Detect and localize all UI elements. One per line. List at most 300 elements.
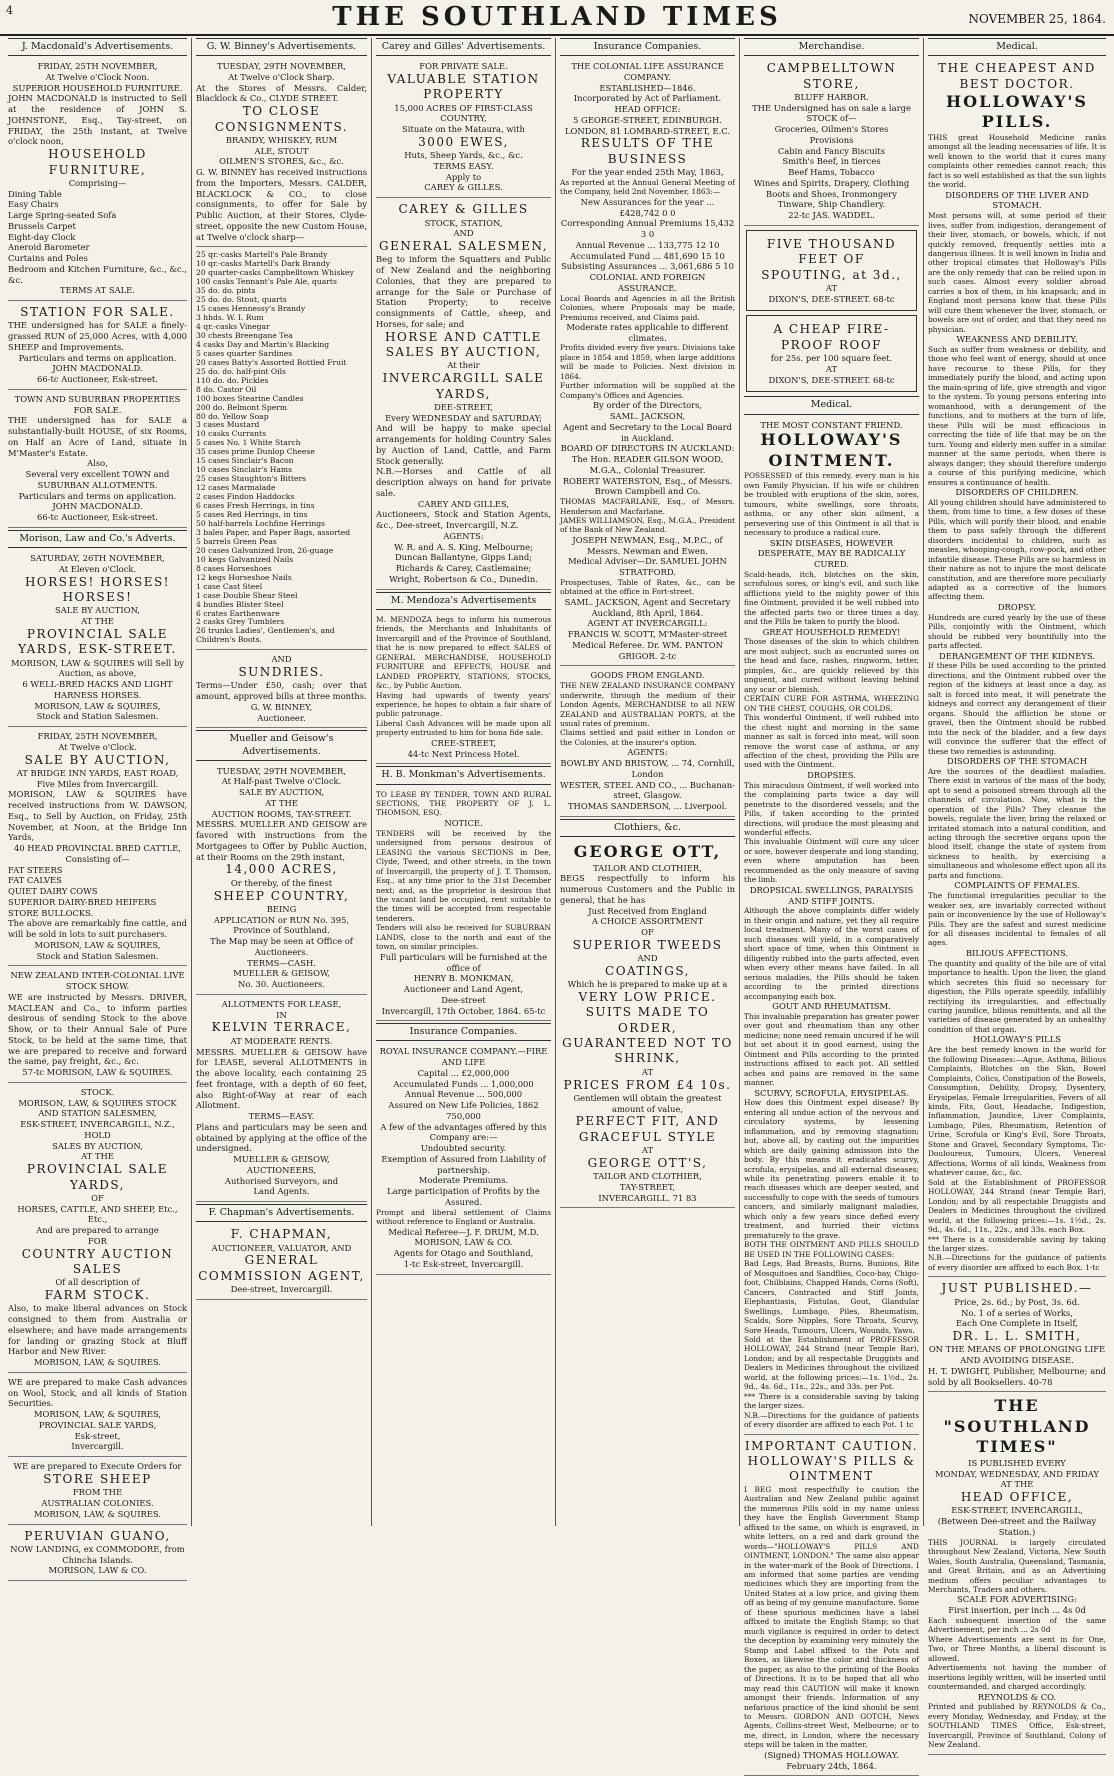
ad-line: OF (641, 927, 654, 937)
list-item: 6 crates Earthenware (196, 608, 280, 618)
ad-line: 6 WELL-BRED HACKS AND LIGHT HARNESS HORSES. (22, 679, 173, 700)
list-item: 35 do. do. pints (196, 286, 256, 296)
ad-line: STOCK. (80, 1086, 115, 1097)
ad-line: Stock and Station Salesmen. (36, 950, 159, 961)
column-1 (4, 38, 192, 1576)
ad-line: Dee-street (441, 994, 486, 1005)
section-header: M. Mendoza's Advertisements (376, 592, 551, 610)
ad-line: Auctioneers, Stock and Station Agents, &c., Dee-street, Invercargill, N.Z. (376, 509, 551, 531)
advertisement (196, 59, 367, 247)
ad-line: AT THE (81, 616, 114, 627)
ad-line: MORISON, LAW, & SQUIRES. (33, 1357, 162, 1368)
ad-line: NOW LANDING, ex COMMODORE, from Chincha Islands. (10, 1543, 185, 1565)
ad-line: Of all description of (55, 1277, 140, 1288)
ad-line: WE are prepared to make Cash advances on Wool, Stock, and all kinds of Station Securities. (8, 1376, 187, 1409)
ad-line: Incorporated by Act of Parliament. (573, 93, 722, 104)
section-header: Morison, Law and Co.'s Adverts. (8, 530, 187, 548)
ad-line: ON THE MEANS OF PROLONGING LIFE AND AVOIDING DISEASE. (928, 1344, 1106, 1366)
ad-line: Particulars and terms on application. (18, 352, 177, 363)
ad-line: G. W. BINNEY, (250, 701, 313, 712)
ad-line: Accumulated Funds ... 1,000,000 (393, 1078, 534, 1089)
ad-line: VALUABLE STATION PROPERTY (387, 71, 540, 102)
section-header: Insurance Companies. (376, 1023, 551, 1041)
ad-line: This wonderful Ointment, if well rubbed into the chest night and morning in the same manner as salt is forced into meat, will soon remove the worst case of asthma, or any affection of the chest, providing the Pills are used with the Ointment. (744, 713, 919, 770)
ad-line: THIS great Household Medicine ranks amongst all the leading necessaries of life. It is well known to the world that it cures many complaints other remedies cannot reach; this fact is so well established as that the sun lights the world. (928, 132, 1106, 190)
list-item: 110 do. do. Pickles (196, 375, 269, 385)
advertisement (8, 1375, 187, 1457)
ad-line: Full particulars will be furnished at the office of (379, 951, 548, 973)
ad-line: TERMS—EASY. (248, 1111, 315, 1122)
ad-line: Auckland, 8th April, 1864. (591, 607, 704, 618)
ad-line: 22-tc JAS. WADDEL. (788, 210, 875, 221)
ad-line: The Hon. READER GILSON WOOD, M.G.A., Colonial Treasurer. (571, 454, 724, 475)
ad-line: AND (453, 228, 474, 239)
ad-line: SUPERIOR DAIRY-BRED HEIFERS (8, 896, 157, 907)
ad-line: IMPORTANT CAUTION. (744, 1438, 919, 1453)
ad-line: PRICES FROM £4 10s. (563, 1077, 732, 1092)
ad-line: Beef Hams, Tobacco (788, 167, 875, 178)
ad-line: CERTAIN CURE FOR ASTHMA, WHEEZING ON THE CHEST, COUGHS, OR COLDS. (744, 694, 919, 713)
ad-line: HORSE AND CATTLE SALES BY AUCTION, (385, 329, 542, 360)
ad-line: MORISON, LAW & SQUIRES, (34, 939, 161, 950)
list-item: 200 do. Belmont Sperm (196, 402, 288, 412)
ad-line: Moderate Premiums. (418, 1175, 509, 1186)
ad-line: Annual Revenue ... 133,775 12 10 (575, 239, 720, 250)
advertisement (8, 551, 187, 727)
ad-line: THE "SOUTHLAND TIMES" (943, 1396, 1091, 1457)
ad-line: AND (271, 654, 292, 665)
ad-line: BOTH THE OINTMENT AND PILLS SHOULD BE USED IN THE FOLLOWING CASES: (744, 1240, 919, 1259)
ad-line: GENERAL SALESMEN, (378, 239, 549, 254)
ad-line: DISORDERS OF THE STOMACH (947, 755, 1087, 766)
issue-date: NOVEMBER 25, 1864. (968, 12, 1106, 26)
ad-line: Agent and Secretary to the Local Board in Auckland. (563, 421, 732, 443)
ad-line: WE are instructed by Messrs. DRIVER, MACLEAN and Co., to inform parties desirous of sending Stock to the above Show, or to their Annual Sale of Pure Stock, to be held at the same time, that we are prepared to receive and forward the same, pay freight, &c., &c. (8, 991, 187, 1067)
ad-line: TENDERS will be received by the undersigned from persons desirous of LEASING the various SECTIONS in Dee, Clyde, Tweed, and other streets, in the town of Invercargill, the property of J. T. Thomson, Esq., at any time prior to the 31st December next; and, as the proprietor is desirous that the vacant land be occupied, rent suitable to the times will be accepted from respectable tenderers. (376, 828, 551, 923)
ad-line: AT BRIDGE INN YARDS, EAST ROAD, (16, 767, 179, 778)
ad-line: FARM STOCK. (44, 1288, 151, 1303)
ad-line: Just Received from England (588, 905, 707, 916)
ad-line: TERMS—CASH. (247, 957, 316, 968)
ad-line: At Twelve o'Clock Noon. (45, 71, 150, 82)
ad-line: BLUFF HARBOR. (794, 91, 869, 102)
ad-line: Having had upwards of twenty years' experience, he hopes to obtain a fair share of public patronage. (376, 690, 551, 719)
ad-line: DIXON'S, DEE-STREET. 68-tc (768, 293, 895, 304)
ad-line: Wines and Spirits, Drapery, Clothing (753, 177, 910, 188)
ad-line: FOR (88, 1235, 107, 1246)
ad-line: AT MODERATE RENTS. (230, 1035, 333, 1046)
masthead (0, 0, 1114, 36)
ad-line: Are the sources of the deadliest maladies. There exist in various of the mass of the body, apt to send a poisoned stream through all the channels of circulation. Now, what is the operation of the Pills? They cleanse the bowels, regulate the liver, bring the relaxed or irritated stomach into a natural condition, and acting through the secretive organs upon the blood itself, change the state of system from sickness to health, by exercising a simultaneous and wholesome effect upon all its parts and functions. (928, 766, 1106, 880)
ad-line: THIS JOURNAL is largely circulated throughout New Zealand, Victoria, New South Wales, South Australia, Queensland, Tasmania, and Great Britain, and as an Advertising medium offers peculiar advantages to Merchants, Traders and others. (928, 1537, 1106, 1594)
ad-line: DROPSIES. (807, 769, 856, 780)
list-item: 20 quarter-casks Campbelltown Whiskey (196, 268, 354, 278)
section-header: Insurance Companies. (560, 38, 735, 56)
ad-line: CREE-STREET, (431, 737, 496, 748)
advertisement (560, 59, 735, 666)
ad-line: BOWLBY AND BRISTOW, ... 74, Cornhill, London (560, 758, 735, 779)
ad-line: Medical Referee—J. F. DRUM, M.D. (388, 1226, 539, 1237)
ad-line: JOHN MACDONALD. (52, 363, 143, 374)
advertisement (8, 303, 187, 390)
ad-line: REYNOLDS & CO. (977, 1691, 1057, 1702)
ad-line: CAREY & GILLES (398, 202, 529, 217)
ad-line: MORISON, LAW & CO. (414, 1237, 513, 1248)
ad-line: Exemption of Assured from Liability of partnership. (381, 1153, 546, 1175)
list-item: 10 qr.-casks Martell's Dark Brandy (196, 259, 331, 269)
ad-line: SPOUTING, at 3d., (761, 267, 902, 282)
list-item: 20 cases Galvanized Iron, 26-guage (196, 545, 334, 555)
ad-line: Province of Southland. (233, 925, 330, 936)
ad-line: Hundreds are cured yearly by the use of these Pills, conjointly with the Ointment, which should be rubbed very bountifully into the parts affected. (928, 612, 1106, 651)
list-item: 12 kegs Horseshoe Nails (196, 572, 292, 582)
ad-line: Plans and particulars may be seen and obtained by applying at the office of the undersigned. (196, 1121, 367, 1154)
ad-line: SAML. JACKSON, (609, 411, 686, 422)
ad-line: M. MENDOZA begs to inform his numerous friends, the Merchants and Inhabitants of Invercargill and of the Province of Southland, that he is now prepared to effect SALES of GENERAL MERCHANDISE, HOUSEHOLD FURNITURE and EFFECTS, HOUSE and LANDED PROPERTY, STATIONS, STOCKS, &c., by Public Auction. (376, 614, 551, 691)
ad-line: COLONIAL AND FOREIGN ASSURANCE. (589, 272, 706, 293)
ad-line: Annual Revenue ... 500,000 (404, 1089, 523, 1100)
section-header: J. Macdonald's Advertisements. (8, 38, 187, 56)
ad-line: GREAT HOUSEHOLD REMEDY! (762, 626, 901, 637)
ad-line: DR. L. L. SMITH, (952, 1329, 1082, 1344)
ad-line: TAY-STREET, (619, 1181, 676, 1192)
ad-line: TAILOR AND CLOTHIER, (593, 1171, 702, 1182)
ad-line: AGENTS: (627, 747, 668, 758)
ad-line: LONDON, 81 LOMBARD-STREET, E.C. (564, 125, 731, 136)
advertisement (376, 788, 551, 1022)
ad-line: CAMPBELLTOWN STORE, (766, 61, 897, 91)
ad-line: Boots and Shoes, Ironmongery (766, 188, 897, 199)
ad-line: Provisions (809, 134, 854, 145)
ad-line: AT THE (1000, 1479, 1034, 1490)
ad-line: FIVE THOUSAND FEET OF (766, 236, 897, 267)
ad-line: FRIDAY, 25TH NOVEMBER, (37, 61, 158, 72)
list-item: 12 cases Marmalade (196, 483, 276, 493)
ad-line: Dee-street, Invercargill. (230, 1284, 333, 1295)
section-header: G. W. Binney's Advertisements. (196, 38, 367, 56)
ad-line: Or thereby, of the finest (230, 877, 333, 888)
ad-line: STATION FOR SALE. (20, 305, 175, 320)
ad-line: Duncan Ballantyne, Gipps Land; (394, 552, 533, 563)
list-item: 26 trunks Ladies', Gentlemen's, and Children's Boots. (196, 626, 335, 645)
list-item: 2 casks Grey Tumblers (196, 617, 285, 627)
ad-line: MESSRS. MUELLER AND GEISOW are favored with instructions from the Mortgagees to Offer by Public Auction, at their Rooms on the 29th instant, (196, 819, 367, 862)
ad-line: At Twelve o'Clock Sharp. (228, 71, 335, 82)
ad-line: SUNDRIES. (238, 665, 325, 680)
ad-line: Groceries, Oilmen's Stores (774, 124, 889, 135)
ad-line: HOLLOWAY'S PILLS & OINTMENT (747, 1454, 916, 1484)
list-item: 25 qr.-casks Martell's Pale Brandy (196, 250, 328, 260)
ad-line: DISORDERS OF THE LIVER AND STOMACH. (945, 189, 1089, 211)
ad-line: ESTABLISHED—1846. (599, 82, 696, 93)
ad-line: ESK-STREET, INVERCARGILL, N.Z., (20, 1119, 175, 1130)
ad-line: VERY LOW PRICE. (578, 989, 717, 1004)
ad-line: Curtains and Poles (8, 253, 88, 264)
ad-line: By order of the Directors, (592, 400, 703, 411)
ad-line: Most persons will, at some period of their lives, suffer from indigestion, derangement of their liver, stomach, or bowels, which, if not quickly removed, frequently settles into a dangerous illness. It is well known in India and other tropical climates that Holloway's Pills are the only remedy that can be relied upon in such cases. Almost every soldier abroad carries a box of them, in his knapsack; and in England most persons know that these Pills will cure them whenever the liver, stomach, or bowels are out of order, and that they need no physician. (928, 211, 1106, 334)
column-5 (740, 38, 924, 1771)
ad-line: PERUVIAN GUANO, (24, 1528, 171, 1543)
ad-line: COMPLAINTS OF FEMALES. (954, 880, 1080, 891)
ad-line: DROPSICAL SWELLINGS, PARALYSIS AND STIFF JOINTS. (749, 884, 914, 906)
ad-line: WEAKNESS AND DEBILITY. (956, 334, 1078, 345)
ad-line: DIXON'S, DEE-STREET. 68-tc (768, 374, 895, 385)
ad-line: SUPERIOR HOUSEHOLD FURNITURE. (12, 82, 183, 93)
list-item: 3 cases Mustard (196, 420, 260, 430)
ad-line: Medical Referee. Dr. WM. PANTON GRIGOR. 2-tc (572, 639, 723, 661)
list-item: 5 cases Red Herrings, in tins (196, 510, 308, 520)
ad-line: AT (825, 282, 838, 293)
ad-line: MESSRS. MUELLER & GEISOW have for LEASE, several ALLOTMENTS in the above locality, each containing 25 feet frontage, with a depth of 60 feet, also Right-of-Way at rear of each Allotment. (196, 1046, 367, 1111)
ad-line: Profits divided every five years. Divisions take place in 1854 and 1859, when large additions will be made to Policies. Next division in 1864. (560, 343, 735, 381)
advertisement (560, 668, 735, 817)
ad-line: Sold at the Establishment of PROFESSOR HOLLOWAY, 244 Strand (near Temple Bar), London; and by all respectable Druggists and Dealers in Medicines throughout the civilized world, at the following prices:—1s. 1½d., 2s. 9d., 4s. 6d., 11s., 22s., and 33s. each Box. (928, 1177, 1106, 1235)
ad-line: *** There is a considerable saving by taking the larger sizes. (744, 1391, 919, 1411)
list-item: 8 cases Horseshoes (196, 563, 272, 573)
ad-line: DROPSY. (997, 601, 1037, 612)
ad-line: N.B.—Directions for the guidance of patients of every disorder are affixed to each Box. 1-tc (928, 1253, 1106, 1272)
ad-line: SATURDAY, 26TH NOVEMBER, (30, 553, 165, 564)
list-item: 80 do. Yellow Soap (196, 411, 269, 421)
ad-line: COUNTRY AUCTION SALES (21, 1246, 174, 1277)
ad-line: MORISON, LAW & SQUIRES, (34, 700, 161, 711)
ad-line: COATINGS, (605, 963, 690, 978)
ad-line: HEAD OFFICE, (960, 1490, 1074, 1505)
ad-line: THE Undersigned has on sale a large STOCK of— (752, 102, 911, 124)
section-header: Carey and Gilles' Advertisements. (376, 38, 551, 56)
ad-line: At Eleven o'Clock. (58, 563, 137, 574)
ad-line: NEW ZEALAND INTER-COLONIAL LIVE STOCK SHOW. (10, 970, 185, 992)
ad-line: GEORGE OTT'S, (587, 1155, 708, 1170)
ad-line: 5 GEORGE-STREET, EDINBURGH. (573, 114, 722, 125)
ad-line: HORSES, CATTLE, AND SHEEP, Etc., Etc., (17, 1203, 178, 1225)
ad-line: (Between Dee-street and the Railway Station.) (937, 1516, 1097, 1537)
advertisement (196, 764, 367, 995)
ad-line: THOMAS MACFARLANE, Esq., of Messrs. Henderson and Macfarlane. (560, 497, 735, 516)
ad-line: IN (276, 1009, 287, 1020)
ad-line: N.B.—Horses and Cattle of all description always on hand for private sale. (376, 466, 551, 498)
ad-line: Prompt and liberal settlement of Claims without reference to England or Australia. (376, 1207, 551, 1227)
ad-line: Gentlemen will obtain the greatest amount of value, (573, 1092, 722, 1114)
ad-line: ROYAL INSURANCE COMPANY.—FIRE AND LIFE (379, 1046, 548, 1068)
ad-line: Auctioneer. (257, 712, 306, 723)
ad-line: The Map may be seen at Office of Auctioneers. (210, 936, 353, 957)
ad-line: AT THE (81, 1151, 114, 1162)
ad-line: KELVIN TERRACE, (211, 1020, 352, 1035)
ad-line: AUCTION ROOMS, TAY-STREET. (211, 808, 352, 819)
advertisement (196, 1225, 367, 1300)
ad-line: Bad Legs, Bad Breasts, Burns, Bunions, Bite of Mosquitoes and Sandflies, Coco-bay, Chigo-foot, Chilblains, Chapped Hands, Corns (Soft), Cancers, Contracted and Stiff Joints, Elephantiasis, Fistulas, Gout, Glandular Swellings, Lumbago, Piles, Rheumatism, Scalds, Sore Nipples, Sore Throats, Scurvy, Sore Heads, Tumours, Ulcers, Wounds, Yaws. (744, 1259, 919, 1335)
ad-line: Subsisting Assurances ... 3,061,686 5 10 (561, 261, 734, 272)
list-item: 5 cases No. 1 White Starch (196, 438, 301, 448)
advertisement (928, 1394, 1106, 1754)
ad-line: RESULTS OF THE BUSINESS (580, 136, 715, 166)
ad-line: AGENTS: (443, 530, 484, 541)
ad-line: STORE BULLOCKS. (8, 907, 94, 918)
ad-line: Sold at the Establishment of PROFESSOR HOLLOWAY, 244 Strand (near Temple Bar), London; and by all respectable Druggists and Dealers in Medicines throughout the civilized world, at the following prices:—1s. 1½d., 2s. 9d., 4s. 6d., 11s., 22s., and 33s. per Pot. (744, 1334, 919, 1392)
ad-line: Where Advertisements are sent in for One, Two, or Three Months, a liberal discount is allowed. (928, 1634, 1106, 1663)
ad-line: MUELLER & GEISOW, (233, 1154, 330, 1165)
ad-line: Claims settled and paid either in London or the Colonies, at the insurer's option. (560, 728, 735, 747)
ad-line: Authorised Surveyors, and (224, 1175, 339, 1186)
ad-line: Comprising— (68, 177, 127, 188)
ad-line: MORISON, LAW, & SQUIRES. (33, 1508, 162, 1519)
advertisement (8, 1085, 187, 1373)
advertisement (376, 1044, 551, 1274)
ad-line: FAT CALVES (8, 875, 62, 886)
ad-line: This invaluable Ointment will cure any ulcer or sore, however desperate and long standing, even where amputation has been recommended as the only measure of saving the limb. (744, 837, 919, 885)
ad-line: This miraculous Ointment, if well worked into the complaining parts twice a day will penetrate to the disordered vessels; and the Pills, if taken according to the printed directions, will produce the most pleasing and wonderful effects. (744, 780, 919, 838)
section-header: Medical. (744, 396, 919, 414)
ad-line: Moderate rates applicable to different climates. (566, 321, 729, 343)
ad-line: THE NEW ZEALAND INSURANCE COMPANY underwrite, through the medium of their London Agents, MERCHANDISE to all NEW ZEALAND and AUSTRALIAN PORTS, at the usual rates of premium. (560, 681, 735, 728)
list-item: 25 do. do. Stout, quarts (196, 295, 287, 305)
ad-line: Five Miles from Invercargill. (36, 778, 159, 789)
ad-line: BRANDY, WHISKEY, RUM (225, 134, 338, 145)
ad-line: Prospectuses, Table of Rates, &c., can be obtained at the office in Fort-street. (560, 577, 735, 597)
ad-line: Cabin and Fancy Biscuits (777, 145, 886, 156)
ad-line: Medical Adviser—Dr. SAMUEL JOHN STRATFORD. (568, 556, 727, 578)
ad-line: Stock and Station Salesmen. (36, 711, 159, 722)
advertisement (8, 59, 187, 301)
ad-line: First insertion, per inch ... 4s 0d (948, 1605, 1086, 1616)
ad-line: NOTICE. (444, 817, 483, 828)
ad-line: Price, 2s. 6d.; by Post, 3s. 6d. (954, 1296, 1080, 1307)
advertisement (376, 59, 551, 198)
ad-line: MORISON, LAW, & SQUIRES STOCK AND STATION SALESMEN, (18, 1097, 177, 1119)
advertisement (928, 59, 1106, 1277)
ad-line: 66-tc Auctioneer, Esk-street. (37, 512, 158, 523)
list-item: 15 cases Hennessy's Brandy (196, 304, 306, 314)
ad-line: STORE SHEEP (43, 1471, 152, 1486)
section-header: Medical. (928, 38, 1106, 56)
ad-line: Also, to make liberal advances on Stock consigned to them from Australia or elsewhere; and have made arrangements for landing or grazing Stock at Bluff Harbor and New River. (8, 1303, 187, 1357)
item-list (196, 249, 367, 650)
list-item: 100 boxes Stearine Candles (196, 393, 304, 403)
ad-line: SALE BY AUCTION, (24, 752, 171, 767)
ad-line: AUCTIONEERS, (246, 1164, 317, 1175)
ad-line: H. T. DWIGHT, Publisher, Melbourne; and sold by all Booksellers. 40-78 (928, 1365, 1106, 1387)
column-6 (924, 38, 1110, 1750)
ad-line: DERANGEMENT OF THE KIDNEYS. (939, 650, 1095, 661)
ad-line: FRANCIS W. SCOTT, M'Master-street (567, 629, 728, 640)
ad-line: FRIDAY, 25TH NOVEMBER, (37, 731, 158, 742)
ad-line: MORISON, LAW & CO. (48, 1565, 147, 1576)
list-item: 25 cases Staughton's Bitters (196, 474, 307, 484)
ad-line: ESK-STREET, INVERCARGILL, (951, 1505, 1083, 1516)
ad-line: Further information will be supplied at the Company's Offices and Agencies. (560, 381, 735, 400)
ad-line: A few of the advantages offered by this Company are:— (380, 1121, 547, 1143)
ad-line: DISORDERS OF CHILDREN. (955, 487, 1079, 497)
advertisement (8, 729, 187, 966)
ad-line: Printed and published by REYNOLDS & Co., every Monday, Wednesday, and Friday, at the SOUTHLAND TIMES Office, Esk-street, Invercargill, Province of Southland, Colony of New Zealand. (928, 1702, 1106, 1750)
ad-line: TUESDAY, 29TH NOVEMBER, (217, 765, 346, 776)
ad-line: PERFECT FIT, AND GRACEFUL STYLE (575, 1114, 720, 1144)
list-item: 8 do. Castor Oil (196, 384, 257, 394)
ad-line: TERMS AT SALE. (60, 285, 135, 296)
list-item: 1 case Cast Steel (196, 581, 263, 591)
ad-line: OILMEN'S STORES, &c., &c. (219, 156, 344, 167)
ad-line: At Half-past Twelve o'Clock. (221, 776, 342, 787)
advertisement (376, 613, 551, 765)
list-item: 4 casks Day and Martin's Blacking (196, 339, 330, 349)
list-item: 25 do. do. half-pint Oils (196, 366, 286, 376)
ad-line: FROM THE (72, 1487, 123, 1498)
ad-line: Esk-street, (74, 1430, 121, 1441)
ad-line: 1-tc Esk-street, Invercargill. (403, 1258, 524, 1269)
section-header: Mueller and Geisow's Advertisements. (196, 730, 367, 760)
ad-line: QUIET DAIRY COWS (8, 886, 98, 897)
ad-line: HOUSEHOLD FURNITURE, (48, 147, 147, 177)
ad-line: TO LEASE BY TENDER, TOWN AND RURAL SECTIONS, THE PROPERTY OF J. L. THOMSON, ESQ. (376, 789, 551, 818)
section-header: Clothiers, &c. (560, 819, 735, 837)
ad-line: N.B.—Directions for the guidance of patients of every disorder are affixed to each Pot. 1 tc (744, 1410, 919, 1430)
ad-line: And are prepared to arrange (36, 1225, 159, 1236)
ad-line: THE undersigned has for SALE a finely-grassed RUN of 25,000 Acres, with 4,000 SHEEP and Improvements. (8, 320, 187, 352)
ad-line: THE CHEAPEST AND BEST DOCTOR. (938, 61, 1096, 91)
ad-line: Each subsequent insertion of the same Advertisement, per inch ... 2s 0d (928, 1615, 1106, 1635)
ad-line: Which he is prepared to make up at a (567, 979, 728, 990)
ad-line: Eight-day Clock (8, 231, 76, 242)
ad-line: I BEG most respectfully to caution the Australian and New Zealand public against the numerous Pills sold in my name unless they have the English Government Stamp affixed to the same, on which is engraved, in white letters, on a red and dark ground the words—"HOLLOWAY'S PILLS AND OINTMENT, LONDON." The same also appear in the water-mark of the Book of Directions. I am informed that some parties are vending medicines which they are importing from the United States at a low price, and giving them off as being of my genuine manufacture. Some of these spurious medicines have a label affixed to imitate the English Stamp; so that much vigilance is required in order to detect the deception by examining very minutely the Stamp and Label affixed to the Pots and Boxes, as likewise the color and thickness of the paper, as also to the printing of the Books of Directions. It is to be hoped that all who may read this CAUTION will make it known amongst their friends. Information of any nefarious practice of the kind should be sent to Messrs. GORDON AND GOTCH, News Agents, Collins-street West, Melbourne; or to me, direct, in London, where the necessary steps will be taken in the matter. (744, 1484, 919, 1750)
ad-line: MONDAY, WEDNESDAY, AND FRIDAY (935, 1468, 1099, 1479)
ad-line: THE MOST CONSTANT FRIEND. (760, 419, 903, 430)
ad-line: Local Boards and Agencies in all the British Colonies, where Proposals may be made, Premiums received, and Claims paid. (560, 293, 735, 322)
ad-line: HOLLOWAY'S PILLS (972, 1034, 1062, 1045)
ad-line: And will be happy to make special arrangements for holding Country Sales by Auction of Land, Cattle, and Farm Stock generally. (376, 423, 551, 466)
ad-line: SUPERIOR TWEEDS (572, 937, 723, 952)
ad-line: If these Pills be used according to the printed directions, and the Ointment rubbed over the region of the kidneys at least once a day, as salt is forced into meat, it will penetrate the kidneys and correct any derangement of their organs. Should the affliction be stone or gravel, then the Ointment should be rubbed into the neck of the bladder, and a few days will convince the sufferer that the effect of these two remedies is astounding. (928, 661, 1106, 756)
ad-line: Those diseases of the skin to which children are most subject, such as encrusted sores on the head and face, rashes, ringworm, tetter, pimples, &c., are quickly relieved by this unguent, and cured without leaving behind any scar or blemish. (744, 637, 919, 694)
advertisement (744, 59, 919, 226)
ad-line: GOUT AND RHEUMATISM. (772, 1001, 891, 1012)
ad-line: Smith's Beef, in tierces (782, 156, 881, 167)
ad-line: A CHEAP FIRE-PROOF ROOF (773, 322, 890, 352)
ad-line: Auctioneer and Land Agent, (403, 984, 524, 995)
ad-line: W. R. and A. S. King, Melbourne; (394, 541, 533, 552)
ad-line: Scald-heads, itch, blotches on the skin, scrofulous sores, or king's evil, and such like afflictions yield to the mighty power of this fine Ointment, provided it be well rubbed into the affected parts two or three times a day, and the Pills be taken to purify the blood. (744, 569, 919, 627)
ad-line: New Assurances for the year ... £428,742 0 0 (580, 196, 715, 218)
advertisement (744, 418, 919, 1435)
ad-line: JOHN MACDONALD. (52, 501, 143, 512)
ad-line: Corresponding Annual Premiums 15,432 3 0 (560, 218, 735, 240)
list-item: 4 bundles Blister Steel (196, 599, 284, 609)
ad-line: Every WEDNESDAY and SATURDAY; (385, 412, 542, 423)
ad-line: Liberal Cash Advances will be made upon all property entrusted to him for bona fide sale. (376, 718, 551, 738)
advertisement (196, 652, 367, 728)
ad-line: TOWN AND SUBURBAN PROPERTIES FOR SALE. (14, 393, 181, 415)
ad-line: ROBERT WATERSTON, Esq., of Messrs. Brown Campbell and Co. (562, 475, 733, 497)
section-header: F. Chapman's Advertisements. (196, 1204, 367, 1222)
ad-line: 3000 EWES, (418, 134, 509, 149)
column-2 (192, 38, 372, 1526)
list-item: 4 qr.-casks Vinegar (196, 322, 270, 331)
list-item: 20 cases Batty's Assorted Bottled Fruit (196, 357, 347, 367)
advertisement (928, 1279, 1106, 1392)
ad-line: Also, (87, 458, 108, 469)
ad-line: SCALE FOR ADVERTISING: (957, 1594, 1077, 1605)
ad-line: Invercargill. (71, 1441, 124, 1452)
ad-line: HOLLOWAY'S PILLS. (946, 91, 1088, 132)
ad-line: The quantity and quality of the bile are of vital importance to health. Upon the liver, the gland which secretes this fluid so necessary for digestion, the Pills operate speedily, infallibly rectifying its irregularities, and effectually curing jaundice, bilious remittents, and all the varieties of disease generated by an unhealthy condition of that organ. (928, 958, 1106, 1034)
list-item: 5 barrels Green Peas (196, 536, 277, 546)
advertisement (560, 840, 735, 1208)
ad-line: SKIN DISEASES, HOWEVER DESPERATE, MAY BE RADICALLY CURED. (757, 537, 906, 570)
ad-line: For the year ended 25th May, 1863, (571, 167, 724, 178)
ad-line: WESTER, STEEL AND CO., ... Buchanan-street, Glasgow. (560, 779, 735, 801)
section-header: Merchandise. (744, 38, 919, 56)
ad-line: At their (447, 360, 480, 371)
